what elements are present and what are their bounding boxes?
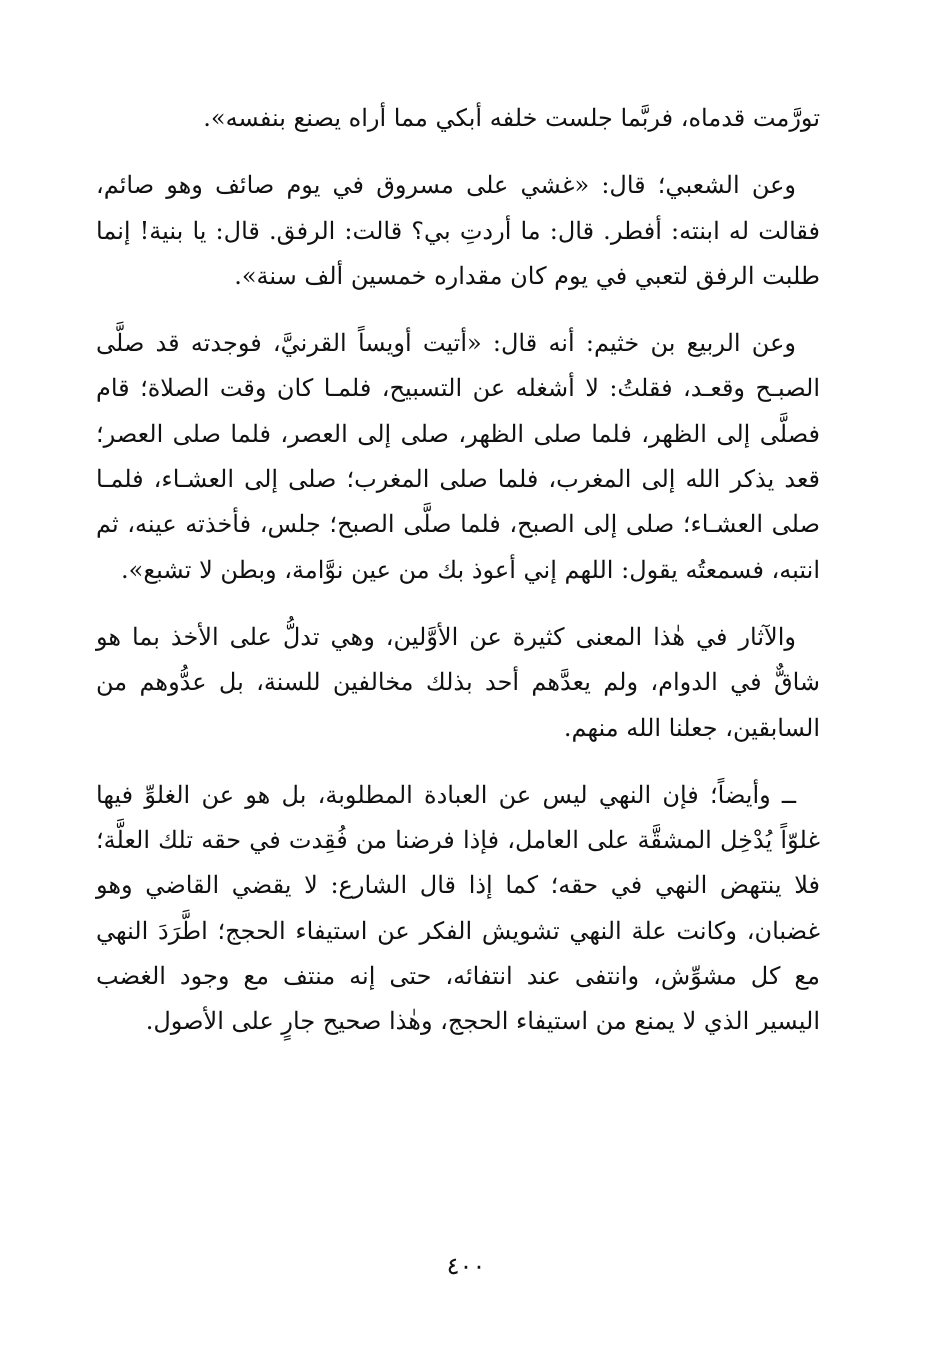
paragraph-ayddan: ــ وأيضاً؛ فإن النهي ليس عن العبادة المطلوبة، بل هو عن الغلوِّ فيها غلوّاً يُدْخِل المشقَّة على العامل، فإذا فرضنا من فُقِدت في حقه تلك العلَّة؛ فلا ينتهض النهي في حقه؛ كما إذا قال الشارع: لا يقضي القاضي وهو غضبان، وكانت علة النهي تشويش الفكر عن استيفاء الحجج؛ اطَّرَدَ النهي مع كل مشوِّش، وانتفى عند انتفائه، حتى إنه منتف مع وجود الغضب اليسير الذي لا يمنع من استيفاء الحجج، وهٰذا صحيح جارٍ على الأصول. [96, 780, 820, 1036]
page-number: ٤٠٠ [446, 1252, 486, 1280]
paragraph-continuation: تورَّمت قدماه، فربَّما جلست خلفه أبكي مما أراه يصنع بنفسه». [203, 104, 820, 132]
paragraph-athar: والآثار في هٰذا المعنى كثيرة عن الأوَّلين، وهي تدلُّ على الأخذ بما هو شاقٌّ في الدوام، ولم يعدَّهم أحد بذلك مخالفين للسنة، بل عدُّوهم من السابقين، جعلنا الله منهم. [96, 622, 820, 742]
paragraph-rabi: وعن الربيع بن خثيم: أنه قال: «أتيت أويساً القرنيَّ، فوجدته قد صلَّى الصبـح وقعـد، فقلتُ: لا أشغله عن التسبيح، فلمـا كان وقت الصلاة؛ قام فصلَّى إلى الظهر، فلما صلى الظهر، صلى إلى العصر، فلما صلى العصر؛ قعد يذكر الله إلى المغرب، فلما صلى المغرب؛ صلى إلى العشـاء، فلمـا صلى العشـاء؛ صلى إلى الصبح، فلما صلَّى الصبح؛ جلس، فأخذته عينه، ثم انتبه، فسمعتُه يقول: اللهم إني أعوذ بك من عين نوَّامة، وبطن لا تشبع». [96, 329, 820, 584]
body-text [96, 96, 820, 1067]
paragraph-shabi: وعن الشعبي؛ قال: «غشي على مسروق في يوم صائف وهو صائم، فقالت له ابنته: أفطر. قال: ما أردتِ بي؟ قالت: الرفق. قال: يا بنية! إنما طلبت الرفق لتعبي في يوم كان مقداره خمسين ألف سنة». [96, 171, 820, 290]
